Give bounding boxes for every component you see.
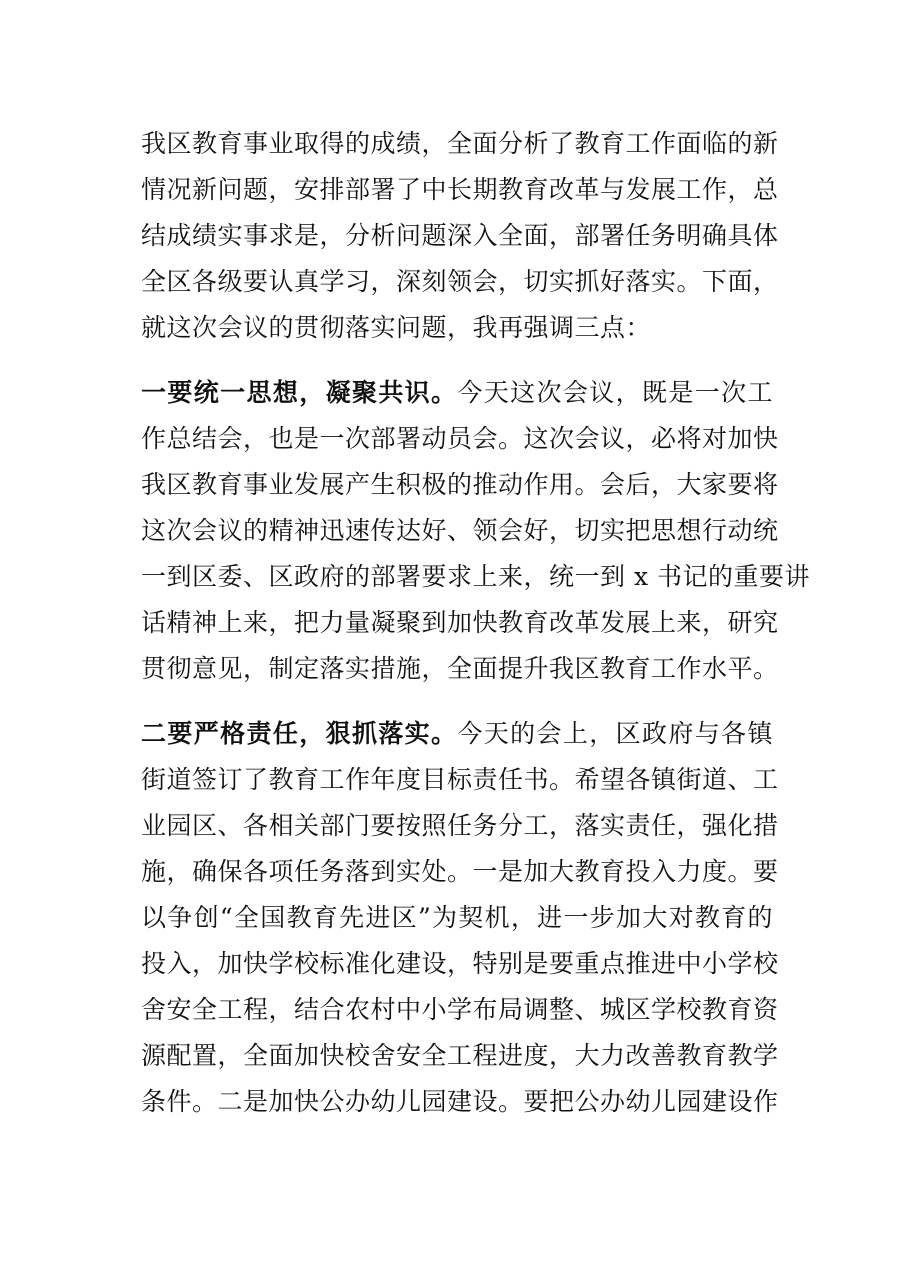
- text-line: 就这次会议的贯彻落实问题，我再强调三点：: [141, 313, 652, 342]
- text-line: 业园区、各相关部门要按照任务分工，落实责任，强化措: [141, 811, 779, 840]
- text-fragment: 今天的会上，区政府与各镇: [457, 719, 773, 748]
- text-line: 这次会议的精神迅速传达好、领会好，切实把思想行动统: [141, 516, 779, 545]
- text-line: 我区教育事业取得的成绩，全面分析了教育工作面临的新: [141, 129, 779, 158]
- text-line: [141, 711, 773, 757]
- text-line: 投入，加快学校标准化建设，特别是要重点推进中小学校: [141, 949, 779, 978]
- text-fragment: 今天这次会议，既是一次工: [457, 378, 773, 407]
- section-heading: 一要统一思想，凝聚共识。: [141, 378, 458, 407]
- text-line: 街道签订了教育工作年度目标责任书。希望各镇街道、工: [141, 765, 779, 794]
- text-line: 话精神上来，把力量凝聚到加快教育改革发展上来，研究: [141, 608, 779, 637]
- text-line: 贯彻意见，制定落实措施，全面提升我区教育工作水平。: [141, 654, 779, 683]
- paragraph-point-one: [141, 370, 810, 692]
- text-line: [141, 370, 773, 416]
- text-line: 源配置，全面加快校舍安全工程进度，大力改善教育教学: [141, 1041, 779, 1070]
- paragraph-point-two: [141, 711, 779, 1125]
- section-heading: 二要严格责任，狠抓落实。: [141, 719, 458, 748]
- text-line: 以争创“全国教育先进区”为契机，进一步加大对教育的: [141, 903, 773, 932]
- text-line: 我区教育事业发展产生积极的推动作用。会后，大家要将: [141, 470, 779, 499]
- text-line: 一到区委、区政府的部署要求上来，统一到 x 书记的重要讲: [141, 562, 810, 591]
- text-line: 施，确保各项任务落到实处。一是加大教育投入力度。要: [141, 857, 779, 886]
- text-line: 结成绩实事求是，分析问题深入全面，部署任务明确具体: [141, 221, 779, 250]
- paragraph-intro: [141, 121, 779, 351]
- text-line: 情况新问题，安排部署了中长期教育改革与发展工作，总: [141, 175, 779, 204]
- text-line: 全区各级要认真学习，深刻领会，切实抓好落实。下面，: [141, 267, 779, 296]
- text-line: 作总结会，也是一次部署动员会。这次会议，必将对加快: [141, 424, 779, 453]
- text-line: 条件。二是加快公办幼儿园建设。要把公办幼儿园建设作: [141, 1087, 779, 1116]
- text-line: 舍安全工程，结合农村中小学布局调整、城区学校教育资: [141, 995, 779, 1024]
